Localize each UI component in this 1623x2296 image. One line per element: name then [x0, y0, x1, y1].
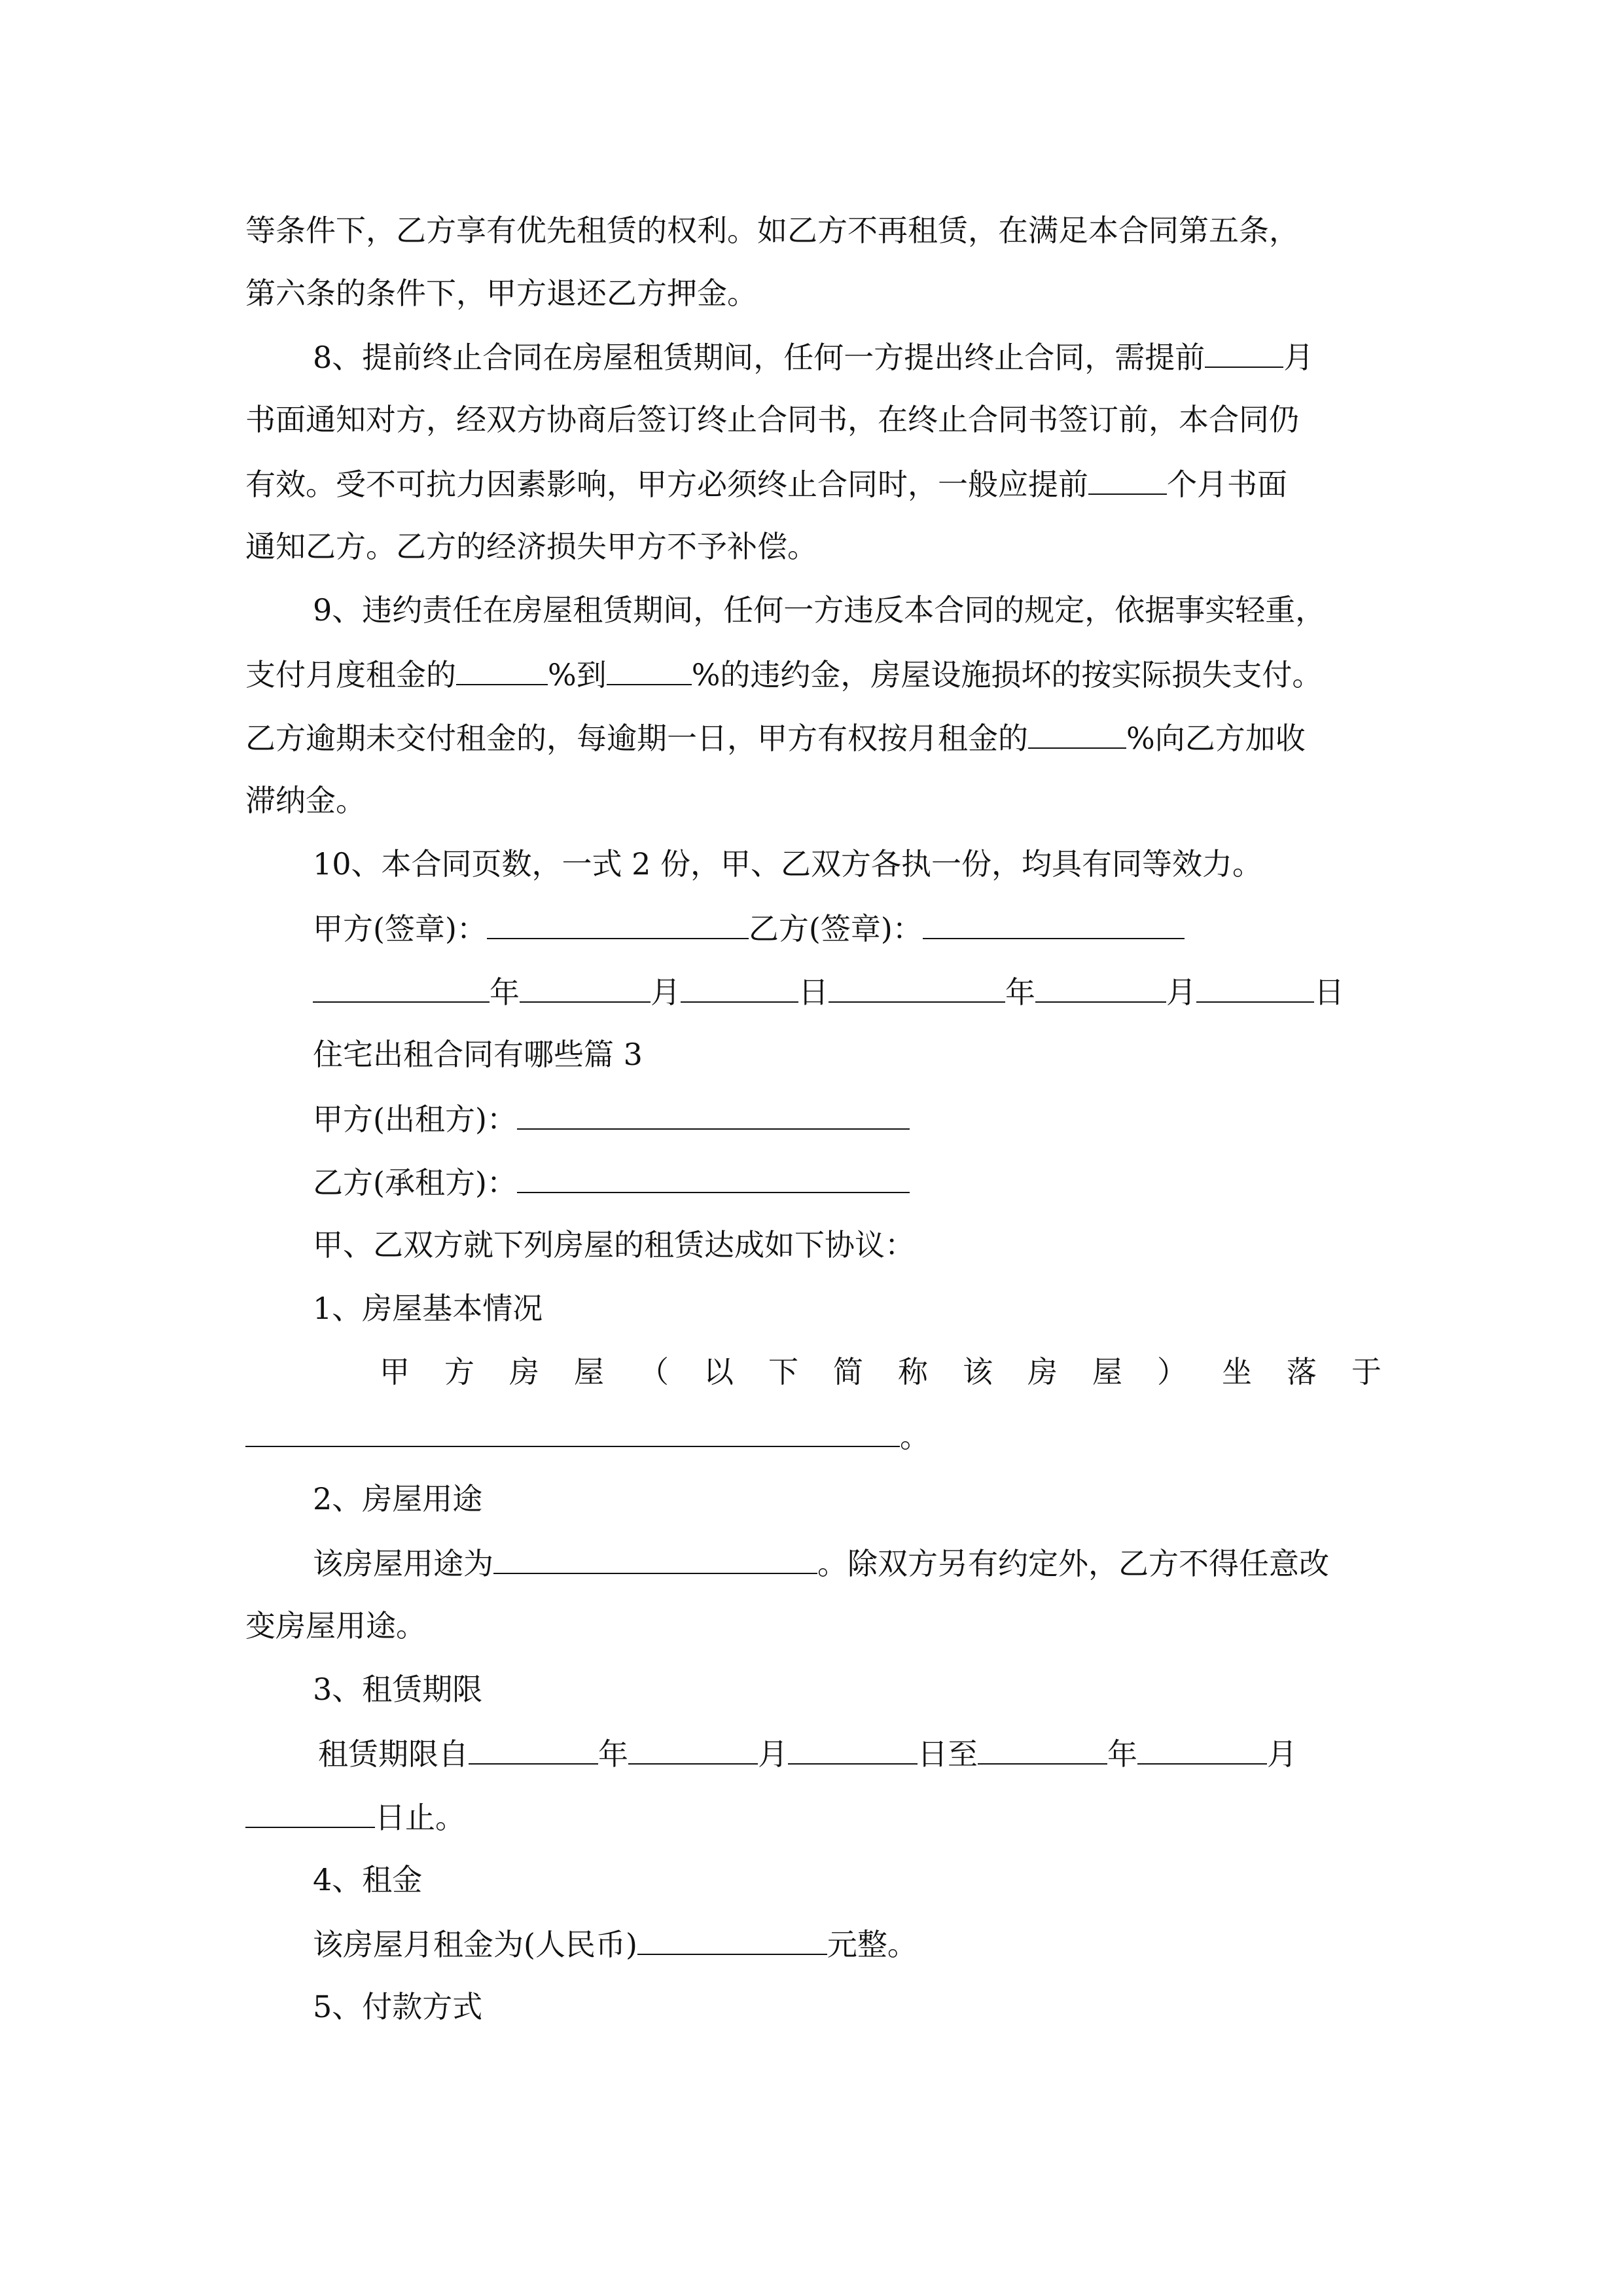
section-heading	[313, 1035, 1381, 1074]
text: %向乙方加收	[1126, 721, 1306, 756]
text: 10、本合同页数，一式 2 份，甲、乙双方各执一份，均具有同等效力。	[313, 846, 1263, 882]
text: 乙方(承租方)：	[313, 1165, 517, 1200]
text: 该房屋用途为	[313, 1546, 493, 1581]
text: 3、租赁期限	[313, 1672, 483, 1707]
text: %到	[548, 657, 607, 692]
text: 日	[1314, 975, 1344, 1010]
blank-line	[469, 1733, 598, 1765]
text-line	[245, 717, 1381, 758]
clause-8-line	[313, 336, 1381, 377]
text: 月	[1166, 975, 1196, 1010]
text: 年	[1107, 1736, 1137, 1772]
text-line	[245, 274, 1381, 313]
blank-line	[1137, 1733, 1267, 1765]
text: 年	[490, 975, 520, 1010]
text: 甲、乙双方就下列房屋的租赁达成如下协议：	[313, 1227, 915, 1263]
text: 2、房屋用途	[313, 1481, 483, 1516]
blank-line	[493, 1543, 817, 1574]
blank-line	[978, 1733, 1107, 1765]
text-line	[245, 463, 1381, 504]
text-line	[380, 1352, 1416, 1391]
text: 日	[798, 975, 829, 1010]
blank-line	[1028, 717, 1126, 749]
blank-line	[1196, 971, 1314, 1003]
blank-line	[628, 1733, 758, 1765]
text: 个月书面	[1167, 467, 1287, 502]
text-line	[245, 1416, 1381, 1456]
text: 月	[1267, 1736, 1297, 1772]
text: %的违约金，房屋设施损坏的按实际损失支付。	[691, 657, 1323, 692]
text: 住宅出租合同有哪些篇 3	[313, 1037, 643, 1072]
text-line	[313, 1543, 1381, 1583]
text: 租赁期限自	[318, 1736, 469, 1772]
section-heading	[313, 1670, 1381, 1709]
lessor-line	[313, 1098, 1381, 1139]
text: 日至	[918, 1736, 978, 1772]
text: 支付月度租金的	[245, 657, 456, 692]
blank-line	[245, 1416, 900, 1447]
text: 4、租金	[313, 1862, 423, 1897]
text: 甲方房屋（以下简称该房屋）坐落于	[380, 1354, 1416, 1390]
text: 9、违约责任在房屋租赁期间，任何一方违反本合同的规定，依据事实轻重，	[313, 592, 1326, 628]
text-line	[313, 1225, 1381, 1265]
text: 甲方(出租方)：	[313, 1102, 517, 1137]
clause-10-line	[313, 844, 1381, 884]
blank-line	[245, 1797, 375, 1828]
text: 变房屋用途。	[245, 1608, 426, 1643]
text-line	[318, 1733, 1386, 1774]
text-line	[245, 654, 1381, 694]
text: 通知乙方。乙方的经济损失甲方不予补偿。	[245, 529, 817, 564]
blank-line	[517, 1098, 910, 1130]
blank-line	[607, 654, 692, 685]
blank-line	[788, 1733, 918, 1765]
text: 年	[1005, 975, 1035, 1010]
signature-blank	[923, 908, 1185, 939]
text-line	[245, 211, 1381, 250]
text: 书面通知对方，经双方协商后签订终止合同书，在终止合同书签订前，本合同仍	[245, 402, 1299, 437]
text: 月	[651, 975, 681, 1010]
clause-9-line	[313, 590, 1381, 630]
text-line	[245, 1606, 1381, 1645]
text: 滞纳金。	[245, 783, 366, 818]
text-line	[313, 1924, 1381, 1964]
date-line	[313, 971, 1381, 1012]
blank-line	[520, 971, 651, 1003]
blank-line	[1088, 463, 1167, 495]
text: 乙方逾期未交付租金的，每逾期一日，甲方有权按月租金的	[245, 721, 1028, 756]
text: 月	[758, 1736, 788, 1772]
party-a-signature-label: 甲方(签章)：	[313, 911, 487, 946]
party-b-signature-label: 乙方(签章)：	[748, 911, 923, 946]
signature-blank	[487, 908, 749, 939]
text: 5、付款方式	[313, 1989, 483, 2024]
text-line	[245, 781, 1381, 820]
text: 第六条的条件下，甲方退还乙方押金。	[245, 276, 757, 311]
text: 。除双方另有约定外，乙方不得任意改	[817, 1546, 1329, 1581]
text: 该房屋月租金为(人民币)	[313, 1927, 637, 1962]
blank-line	[1205, 336, 1283, 368]
lessee-line	[313, 1162, 1381, 1202]
section-heading	[313, 1289, 1381, 1328]
blank-line	[313, 971, 490, 1003]
section-heading	[313, 1987, 1381, 2026]
text: 元整。	[827, 1927, 918, 1962]
text: 1、房屋基本情况	[313, 1291, 543, 1326]
signature-line	[313, 908, 1381, 948]
section-heading	[313, 1860, 1381, 1899]
text: 日止。	[375, 1800, 465, 1835]
section-heading	[313, 1479, 1381, 1518]
text-line	[245, 1797, 1381, 1837]
text-line	[245, 527, 1381, 566]
text: 等条件下，乙方享有优先租赁的权利。如乙方不再租赁，在满足本合同第五条，	[245, 213, 1299, 248]
blank-line	[681, 971, 798, 1003]
text-line	[245, 400, 1381, 439]
blank-line	[637, 1924, 827, 1955]
text: 有效。受不可抗力因素影响，甲方必须终止合同时，一般应提前	[245, 467, 1088, 502]
text: 。	[900, 1419, 930, 1454]
text: 年	[598, 1736, 628, 1772]
blank-line	[829, 971, 1005, 1003]
blank-line	[517, 1162, 910, 1193]
blank-line	[1035, 971, 1166, 1003]
text: 月	[1283, 340, 1314, 375]
blank-line	[456, 654, 548, 685]
text: 8、提前终止合同在房屋租赁期间，任何一方提出终止合同，需提前	[313, 340, 1205, 375]
